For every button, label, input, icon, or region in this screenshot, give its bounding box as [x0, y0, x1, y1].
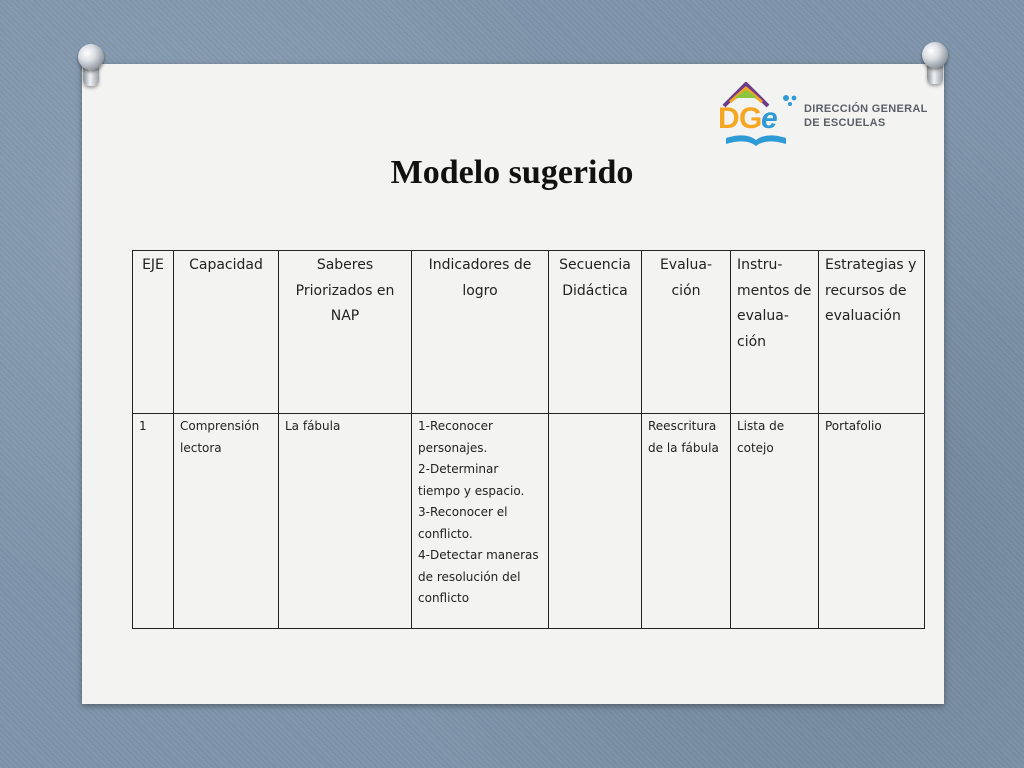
indicador-4: 4-Detectar maneras de resolución del conflicto [418, 548, 539, 605]
cell-capacidad: Comprensión lectora [174, 414, 279, 629]
indicador-1: 1-Reconocer personajes. [418, 419, 493, 455]
indicador-2: 2-Determinar tiempo y espacio. [418, 462, 525, 498]
cell-secuencia [549, 414, 642, 629]
logo-line2: DE ESCUELAS [804, 117, 886, 129]
dge-logo [716, 78, 936, 154]
cell-instrumentos: Lista de cotejo [731, 414, 819, 629]
cell-evaluacion: Reescritura de la fábula [642, 414, 731, 629]
header-capacidad: Capacidad [174, 251, 279, 414]
logo-text [804, 102, 928, 130]
logo-letter-g: G [739, 102, 763, 135]
pushpin-left-icon [74, 44, 108, 88]
header-saberes: Saberes Priorizados en NAP [279, 251, 412, 414]
header-eje: EJE [133, 251, 174, 414]
header-estrategias: Estrategias y recursos de evaluación [819, 251, 925, 414]
logo-letter-e: e [761, 102, 778, 135]
cell-eje: 1 [133, 414, 174, 629]
table-row [133, 414, 925, 629]
header-indicadores: Indicadores de logro [412, 251, 549, 414]
header-evaluacion: Evalua-ción [642, 251, 731, 414]
table-header-row [133, 251, 925, 414]
header-instrumentos: Instru-mentos de evalua-ción [731, 251, 819, 414]
cell-indicadores [412, 414, 549, 629]
cell-saberes: La fábula [279, 414, 412, 629]
logo-line1: DIRECCIÓN GENERAL [804, 103, 928, 115]
dge-logo-mark-icon [716, 78, 802, 154]
slide-title: Modelo sugerido [390, 154, 634, 191]
cell-estrategias: Portafolio [819, 414, 925, 629]
logo-letter-d: D [718, 102, 740, 135]
header-secuencia: Secuencia Didáctica [549, 251, 642, 414]
lesson-plan-table [132, 250, 925, 629]
indicador-3: 3-Reconocer el conflicto. [418, 505, 508, 541]
